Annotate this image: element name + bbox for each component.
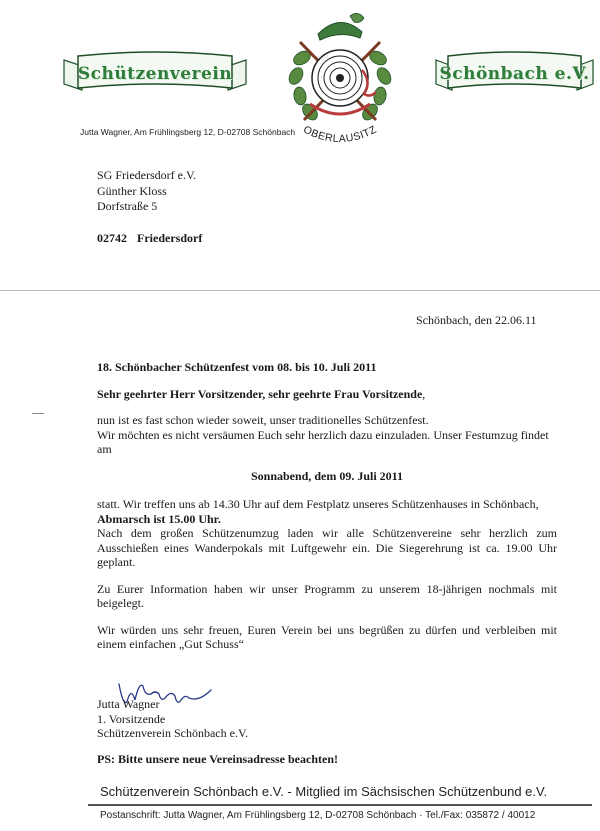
paragraph-3: Zu Eurer Information haben wir unser Programm zu unserem 18-jährigen nochmals mit beigelegt.: [97, 581, 557, 610]
letterhead-banner-left: [60, 50, 250, 102]
paragraph-1-line-1: nun ist es fast schon wieder soweit, unser traditionelles Schützenfest.: [97, 413, 429, 427]
svg-text:OBERLAUSITZ: [301, 123, 379, 145]
postscript: PS: Bitte unsere neue Vereinsadresse beachten!: [97, 752, 338, 766]
footer-address: Postanschrift: Jutta Wagner, Am Frühlingsberg 12, D-02708 Schönbach · Tel./Fax: 035872 / 40012: [100, 810, 536, 821]
letter-subject: 18. Schönbacher Schützenfest vom 08. bis 10. Juli 2011: [97, 360, 377, 374]
recipient-city: Friedersdorf: [137, 230, 203, 245]
paragraph-2-bold: Abmarsch ist 15.00 Uhr.: [97, 511, 221, 526]
recipient-line-1: SG Friedersdorf e.V.: [97, 168, 197, 182]
letter-body: [97, 360, 557, 652]
emblem-text: OBERLAUSITZ: [301, 123, 379, 146]
banner-left-text: Schützenverein: [77, 64, 233, 84]
closing-role: 1. Vorsitzende: [97, 711, 166, 726]
recipient-zip: 02742: [97, 230, 127, 245]
paragraph-2-line-1: statt. Wir treffen uns ab 14.30 Uhr auf dem Festplatz unseres Schützenhauses in Schönbach,: [97, 497, 539, 511]
paragraph-2-rest: Nach dem großen Schützenumzug laden wir alle Schützenvereine sehr herzlich zum Ausschießen eines Wanderpokals mit Luftgewehr ein. Die Siegerehrung ist ca. 19.00 Uhr geplant.: [97, 526, 557, 569]
recipient-line-3: Dorfstraße 5: [97, 199, 158, 213]
fold-mark-divider: [0, 290, 600, 291]
closing-org: Schützenverein Schönbach e.V.: [97, 726, 249, 740]
letterhead-banner-right: [432, 50, 597, 102]
sender-line: Jutta Wagner, Am Frühlingsberg 12, D-02708 Schönbach: [80, 127, 296, 137]
salutation-text: Sehr geehrter Herr Vorsitzender, sehr geehrte Frau Vorsitzende: [97, 386, 423, 401]
letter-salutation: [97, 387, 557, 402]
date-line: Schönbach, den 22.06.11: [416, 313, 537, 327]
punch-mark: [32, 413, 44, 414]
paragraph-1-line-2: Wir möchten es nicht versäumen Euch sehr herzlich dazu einzuladen. Unser Festumzug findet am: [97, 427, 549, 456]
recipient-line-2: Günther Kloss: [97, 183, 167, 198]
recipient-zip-city: [97, 231, 202, 247]
closing-block: [97, 697, 248, 741]
club-emblem: [280, 8, 400, 158]
paragraph-4: Wir würden uns sehr freuen, Euren Verein bei uns begrüßen zu dürfen und verbleiben mit einem einfachen „Gut Schuss“: [97, 622, 557, 651]
footer-divider: [88, 804, 592, 806]
banner-right-text: Schönbach e.V.: [439, 64, 590, 84]
closing-name: Jutta Wagner: [97, 697, 160, 711]
footer-title: Schützenverein Schönbach e.V. - Mitglied im Sächsischen Schützenbund e.V.: [100, 784, 548, 799]
salutation-comma: ,: [422, 386, 426, 401]
event-date: Sonnabend, dem 09. Juli 2011: [250, 468, 404, 483]
recipient-address: [97, 168, 202, 246]
